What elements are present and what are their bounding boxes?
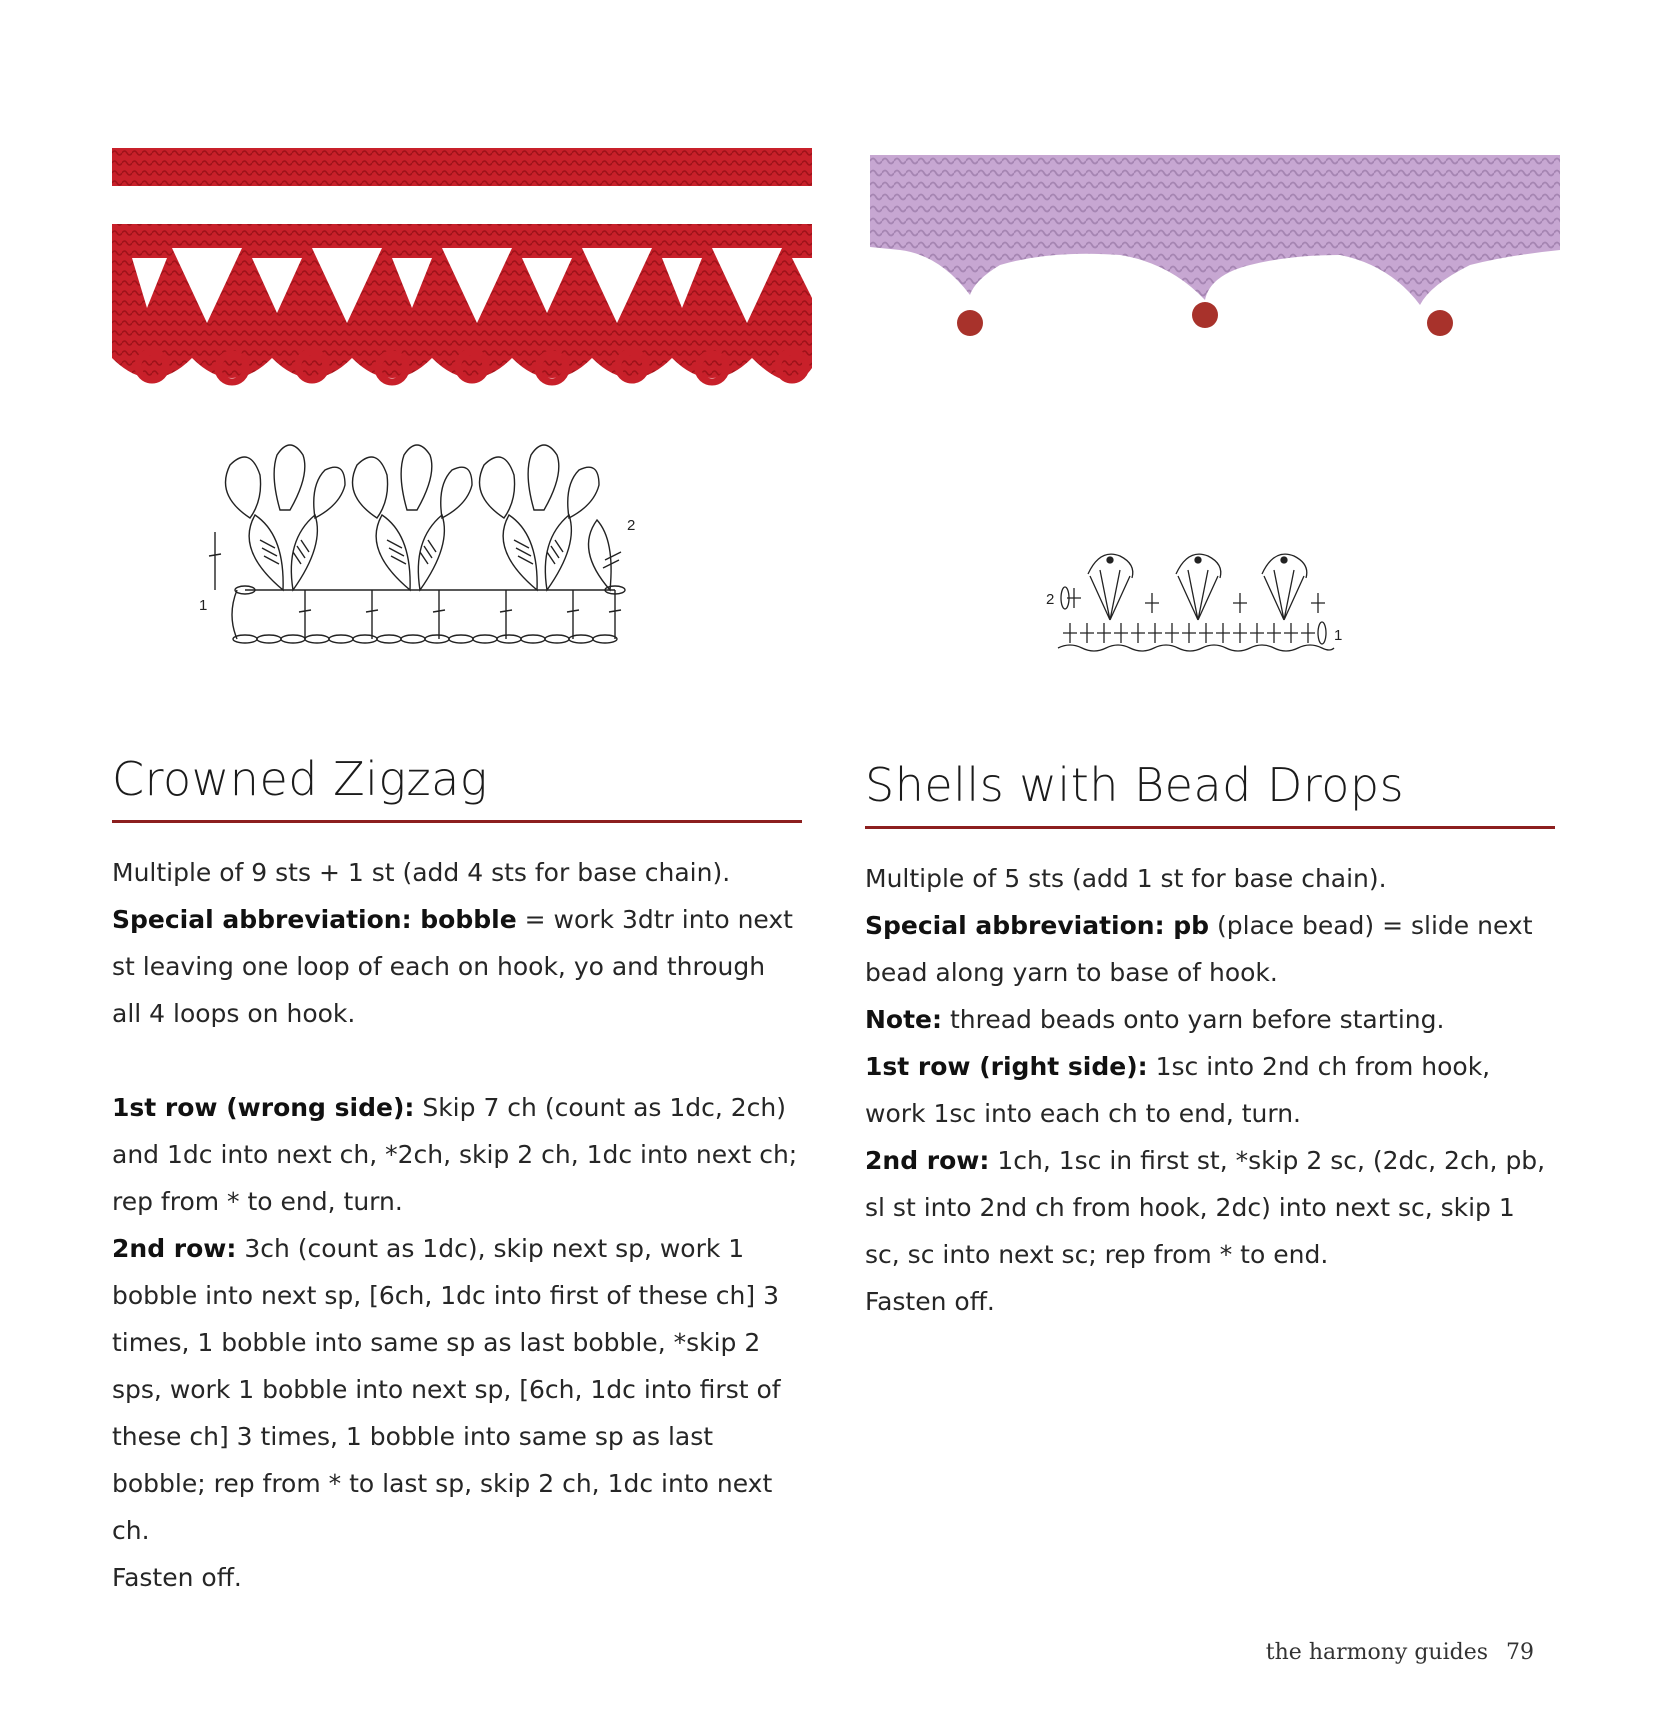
special-abbreviation-text: (place bead) = slide next bead along yarn to base of hook. xyxy=(865,911,1533,987)
note-text: thread beads onto yarn before starting. xyxy=(942,1005,1445,1034)
row-1-text: 1sc into 2nd ch from hook, work 1sc into each ch to end, turn. xyxy=(865,1052,1491,1128)
crowned-zigzag-section xyxy=(112,752,802,1601)
shells-bead-drops-section xyxy=(865,758,1555,1325)
fasten-off-text: Fasten off. xyxy=(112,1563,242,1592)
multiple-text: Multiple of 5 sts (add 1 st for base chain). xyxy=(865,864,1387,893)
shells-bead-drops-stitch-chart xyxy=(1046,548,1380,658)
chart-row-2-label: 2 xyxy=(1046,591,1055,608)
row-1-text: Skip 7 ch (count as 1dc, 2ch) and 1dc into next ch, *2ch, skip 2 ch, 1dc into next ch; rep from * to end, turn. xyxy=(112,1093,798,1216)
bead xyxy=(1427,310,1453,336)
note-label: Note: xyxy=(865,1005,943,1034)
row-2-label: 2nd row: xyxy=(112,1234,237,1263)
row-1-label: 1st row (right side): xyxy=(865,1052,1148,1081)
row-2-text: 3ch (count as 1dc), skip next sp, work 1 bobble into next sp, [6ch, 1dc into first of these ch] 3 times, 1 bobble into same sp as last bobble, *skip 2 sps, work 1 bobble into next sp, [6ch, 1dc into first of these ch] 3 times, 1 bobble into same sp as last bobble; rep from * to last sp, skip 2 ch, 1dc into next ch. xyxy=(112,1234,781,1545)
pattern-instructions xyxy=(112,849,802,1601)
crowned-zigzag-stitch-chart xyxy=(199,440,675,650)
chart-row-2-label: 2 xyxy=(627,517,636,534)
chart-row-1-label: 1 xyxy=(199,597,208,614)
pattern-instructions xyxy=(865,855,1555,1325)
crowned-zigzag-photo xyxy=(112,148,812,398)
fasten-off-text: Fasten off. xyxy=(865,1287,995,1316)
row-2-text: 1ch, 1sc in first st, *skip 2 sc, (2dc, 2ch, pb, sl st into 2nd ch from hook, 2dc) into next sc, skip 1 sc, sc into next sc; rep from * to end. xyxy=(865,1146,1546,1269)
page-footer xyxy=(1266,1640,1534,1665)
row-2-label: 2nd row: xyxy=(865,1146,990,1175)
special-abbreviation-text: = work 3dtr into next st leaving one loop of each on hook, yo and through all 4 loops on hook. xyxy=(112,905,793,1028)
sc-row-1 xyxy=(1063,622,1326,644)
pattern-title: Shells with Bead Drops xyxy=(865,758,1405,812)
special-abbreviation-label: Special abbreviation: pb xyxy=(865,911,1210,940)
chart-row-1-label: 1 xyxy=(1334,627,1343,644)
pattern-title: Crowned Zigzag xyxy=(112,752,488,806)
bead xyxy=(957,310,983,336)
title-rule xyxy=(865,826,1555,829)
title-rule xyxy=(112,820,802,823)
bead xyxy=(1192,302,1218,328)
page-number: 79 xyxy=(1506,1640,1534,1665)
base-chain xyxy=(233,635,617,643)
shells-bead-drops-photo xyxy=(870,155,1560,345)
special-abbreviation-label: Special abbreviation: bobble xyxy=(112,905,517,934)
guide-name: the harmony guides xyxy=(1265,1640,1488,1665)
multiple-text: Multiple of 9 sts + 1 st (add 4 sts for base chain). xyxy=(112,858,731,887)
row-1-label: 1st row (wrong side): xyxy=(112,1093,415,1122)
